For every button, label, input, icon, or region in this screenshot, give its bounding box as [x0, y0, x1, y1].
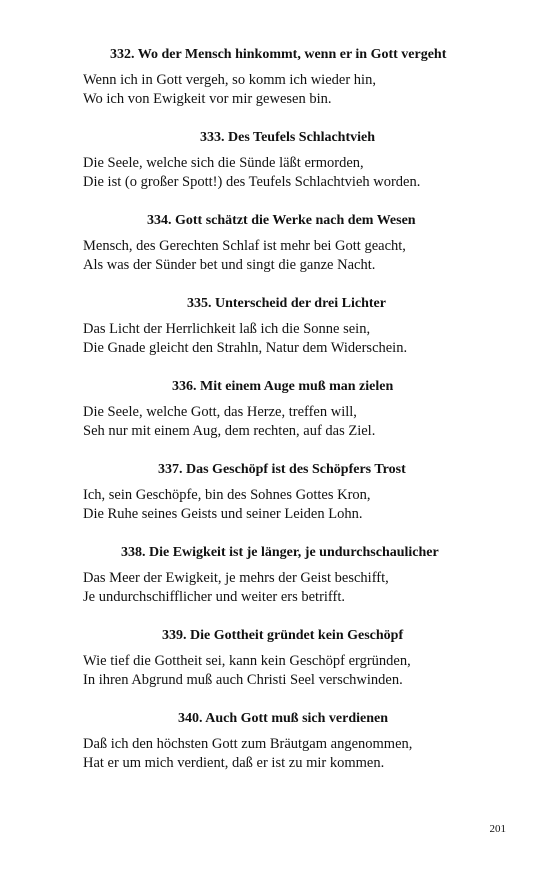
epigram-332 [83, 46, 468, 109]
verse-line: Daß ich den höchsten Gott zum Bräutgam angenommen, [83, 736, 413, 752]
verse-line: Je undurchschifflicher und weiter ers betrifft. [83, 589, 345, 605]
page-body [83, 46, 468, 773]
epigram-title: 336. Mit einem Auge muß man zielen [172, 379, 394, 394]
verse-line: Das Licht der Herrlichkeit laß ich die Sonne sein, [83, 321, 371, 337]
verse-line: In ihren Abgrund muß auch Christi Seel verschwinden. [83, 672, 403, 688]
verse-line: Wo ich von Ewigkeit vor mir gewesen bin. [83, 91, 332, 107]
page-number: 201 [489, 823, 506, 835]
epigram-334 [83, 212, 468, 275]
verse-line: Die ist (o großer Spott!) des Teufels Schlachtvieh worden. [83, 174, 421, 190]
verse-line: Hat er um mich verdient, daß er ist zu mir kommen. [83, 755, 385, 771]
epigram-337 [83, 461, 468, 524]
epigram-339 [83, 627, 468, 690]
epigram-335 [83, 295, 468, 358]
epigram-title: 339. Die Gottheit gründet kein Geschöpf [162, 628, 404, 643]
verse-line: Die Seele, welche Gott, das Herze, treffen will, [83, 404, 357, 420]
verse-line: Die Seele, welche sich die Sünde läßt ermorden, [83, 155, 364, 171]
verse-line: Das Meer der Ewigkeit, je mehrs der Geist beschifft, [83, 570, 389, 586]
verse-line: Die Ruhe seines Geists und seiner Leiden Lohn. [83, 506, 363, 522]
epigram-338 [83, 544, 468, 607]
verse-line: Wie tief die Gottheit sei, kann kein Geschöpf ergründen, [83, 653, 411, 669]
verse-line: Mensch, des Gerechten Schlaf ist mehr bei Gott geacht, [83, 238, 406, 254]
verse-line: Als was der Sünder bet und singt die ganze Nacht. [83, 257, 376, 273]
epigram-title: 337. Das Geschöpf ist des Schöpfers Trost [158, 462, 406, 477]
epigram-title: 333. Des Teufels Schlachtvieh [200, 130, 376, 145]
verse-line: Die Gnade gleicht den Strahln, Natur dem Widerschein. [83, 340, 408, 356]
epigram-336 [83, 378, 468, 441]
epigram-title: 332. Wo der Mensch hinkommt, wenn er in Gott vergeht [110, 47, 447, 62]
epigram-333 [83, 129, 468, 192]
epigram-title: 334. Gott schätzt die Werke nach dem Wesen [147, 213, 416, 228]
epigram-title: 340. Auch Gott muß sich verdienen [178, 711, 389, 726]
verse-line: Wenn ich in Gott vergeh, so komm ich wieder hin, [83, 72, 376, 88]
verse-line: Seh nur mit einem Aug, dem rechten, auf das Ziel. [83, 423, 376, 439]
epigram-340 [83, 710, 468, 773]
verse-line: Ich, sein Geschöpfe, bin des Sohnes Gottes Kron, [83, 487, 371, 503]
epigram-title: 338. Die Ewigkeit ist je länger, je undurchschaulicher [121, 545, 439, 560]
epigram-title: 335. Unterscheid der drei Lichter [187, 296, 386, 311]
